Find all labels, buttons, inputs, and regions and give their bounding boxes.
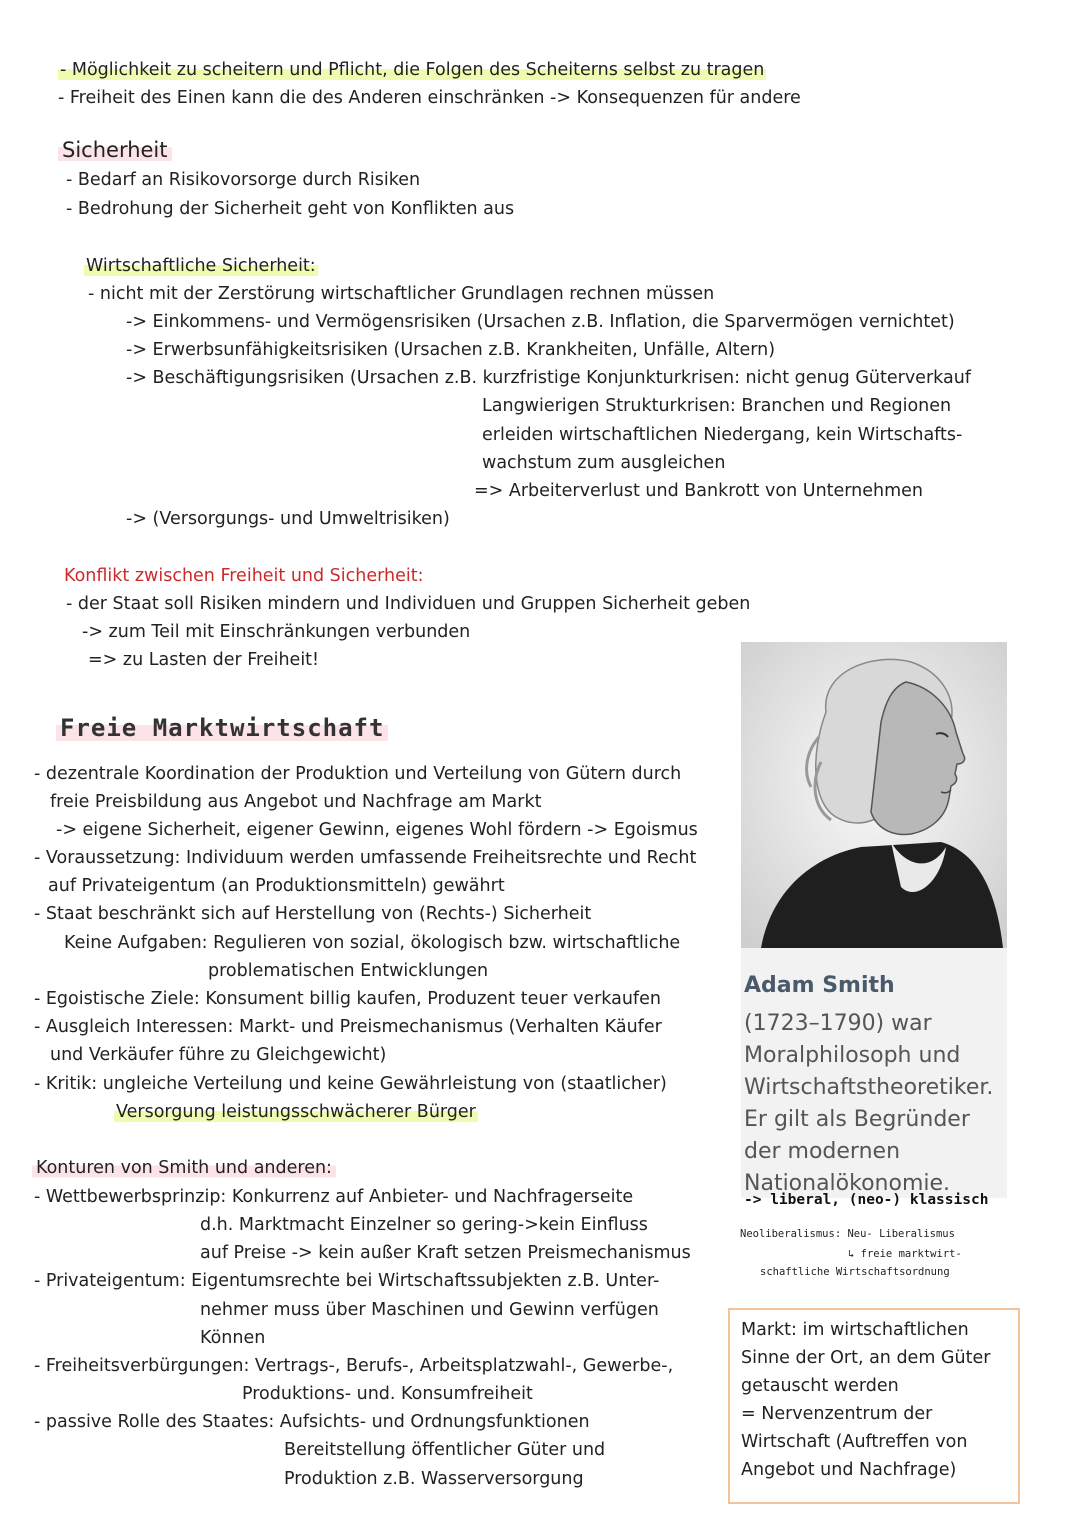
text-line: Keine Aufgaben: Regulieren von sozial, ökologisch bzw. wirtschaftliche	[64, 933, 681, 953]
text-line: erleiden wirtschaftlichen Niedergang, kein Wirtschafts-	[482, 425, 963, 445]
text-line: - Freiheit des Einen kann die des Anderen einschränken -> Konsequenzen für andere	[58, 88, 801, 108]
text-line: problematischen Entwicklungen	[208, 961, 489, 981]
text-line: -> zum Teil mit Einschränkungen verbunden	[82, 622, 471, 642]
text-line: wachstum zum ausgleichen	[482, 453, 726, 473]
text-line: -> Erwerbsunfähigkeitsrisiken (Ursachen z.B. Krankheiten, Unfälle, Altern)	[126, 340, 776, 360]
subsection-title: Wirtschaftliche Sicherheit:	[86, 256, 316, 276]
section-title-sicherheit: Sicherheit	[58, 136, 172, 164]
section-title-marktwirtschaft: Freie Marktwirtschaft	[56, 712, 388, 744]
text-line: d.h. Marktmacht Einzelner so gering->kein Einfluss	[200, 1215, 648, 1235]
adam-smith-portrait	[741, 642, 1007, 948]
text-line: -> (Versorgungs- und Umweltrisiken)	[126, 509, 450, 529]
caption-line: Moralphilosoph und	[744, 1043, 961, 1068]
text-line: nehmer muss über Maschinen und Gewinn verfügen	[200, 1300, 659, 1320]
text-line: - nicht mit der Zerstörung wirtschaftlicher Grundlagen rechnen müssen	[88, 284, 715, 304]
text-line: - Egoistische Ziele: Konsument billig kaufen, Produzent teuer verkaufen	[34, 989, 661, 1009]
text-line: - Ausgleich Interessen: Markt- und Preismechanismus (Verhalten Käufer	[34, 1017, 662, 1037]
text-line: - Privateigentum: Eigentumsrechte bei Wirtschaftssubjekten z.B. Unter-	[34, 1271, 660, 1291]
text-line: Versorgung leistungsschwächerer Bürger	[116, 1102, 476, 1122]
handwritten-note: schaftliche Wirtschaftsordnung	[760, 1266, 950, 1278]
text-line: - Kritik: ungleiche Verteilung und keine Gewährleistung von (staatlicher)	[34, 1074, 667, 1094]
text-line: - Bedarf an Risikovorsorge durch Risiken	[66, 170, 421, 190]
definition-line: getauscht werden	[741, 1376, 899, 1396]
definition-line: Markt: im wirtschaftlichen	[741, 1320, 969, 1340]
handwritten-note: Neoliberalismus: Neu- Liberalismus	[740, 1228, 955, 1240]
caption-line: (1723–1790) war	[744, 1011, 932, 1036]
text-line: - passive Rolle des Staates: Aufsichts- und Ordnungsfunktionen	[34, 1412, 590, 1432]
text-line: - Bedrohung der Sicherheit geht von Konflikten aus	[66, 199, 515, 219]
text-line: und Verkäufer führe zu Gleichgewicht)	[50, 1045, 387, 1065]
handwritten-note: -> liberal, (neo-) klassisch	[744, 1192, 989, 1208]
text-line: - Wettbewerbsprinzip: Konkurrenz auf Anbieter- und Nachfragerseite	[34, 1187, 634, 1207]
text-line: - Freiheitsverbürgungen: Vertrags-, Berufs-, Arbeitsplatzwahl-, Gewerbe-,	[34, 1356, 674, 1376]
text-line: - dezentrale Koordination der Produktion und Verteilung von Gütern durch	[34, 764, 682, 784]
text-line: Produktion z.B. Wasserversorgung	[284, 1469, 584, 1489]
caption-line: Nationalökonomie.	[744, 1171, 951, 1196]
text-line: Können	[200, 1328, 266, 1348]
subsection-title-konturen: Konturen von Smith und anderen:	[32, 1156, 336, 1180]
definition-line: Wirtschaft (Auftreffen von	[741, 1432, 968, 1452]
text-line: Langwierigen Strukturkrisen: Branchen und Regionen	[482, 396, 952, 416]
caption-line: Er gilt als Begründer	[744, 1107, 970, 1132]
text-line: Produktions- und. Konsumfreiheit	[242, 1384, 533, 1404]
section-title-konflikt: Konflikt zwischen Freiheit und Sicherheit:	[64, 566, 424, 586]
text-line: -> eigene Sicherheit, eigener Gewinn, eigenes Wohl fördern -> Egoismus	[56, 820, 698, 840]
caption-line: der modernen	[744, 1139, 901, 1164]
text-line: auf Privateigentum (an Produktionsmitteln) gewährt	[48, 876, 505, 896]
text-line: -> Beschäftigungsrisiken (Ursachen z.B. kurzfristige Konjunkturkrisen: nicht genug Güterverkauf	[126, 368, 971, 388]
definition-line: Sinne der Ort, an dem Güter	[741, 1348, 991, 1368]
definition-line: Angebot und Nachfrage)	[741, 1460, 957, 1480]
text-line: => zu Lasten der Freiheit!	[88, 650, 320, 670]
caption-line: Wirtschaftstheoretiker.	[744, 1075, 994, 1100]
text-line: freie Preisbildung aus Angebot und Nachfrage am Markt	[50, 792, 542, 812]
handwritten-note: ↳ freie marktwirt-	[848, 1248, 962, 1260]
text-line: => Arbeiterverlust und Bankrott von Unternehmen	[474, 481, 924, 501]
text-line: - Voraussetzung: Individuum werden umfassende Freiheitsrechte und Recht	[34, 848, 697, 868]
text-line: auf Preise -> kein außer Kraft setzen Preismechanismus	[200, 1243, 691, 1263]
text-line: Bereitstellung öffentlicher Güter und	[284, 1440, 606, 1460]
definition-line: = Nervenzentrum der	[741, 1404, 933, 1424]
portrait-illustration	[741, 642, 1007, 948]
text-line: - Staat beschränkt sich auf Herstellung von (Rechts-) Sicherheit	[34, 904, 592, 924]
text-line: - der Staat soll Risiken mindern und Individuen und Gruppen Sicherheit geben	[66, 594, 751, 614]
caption-name: Adam Smith	[744, 973, 895, 998]
text-line: - Möglichkeit zu scheitern und Pflicht, die Folgen des Scheiterns selbst zu tragen	[60, 60, 765, 80]
text-line: -> Einkommens- und Vermögensrisiken (Ursachen z.B. Inflation, die Sparvermögen vernichtet)	[126, 312, 955, 332]
